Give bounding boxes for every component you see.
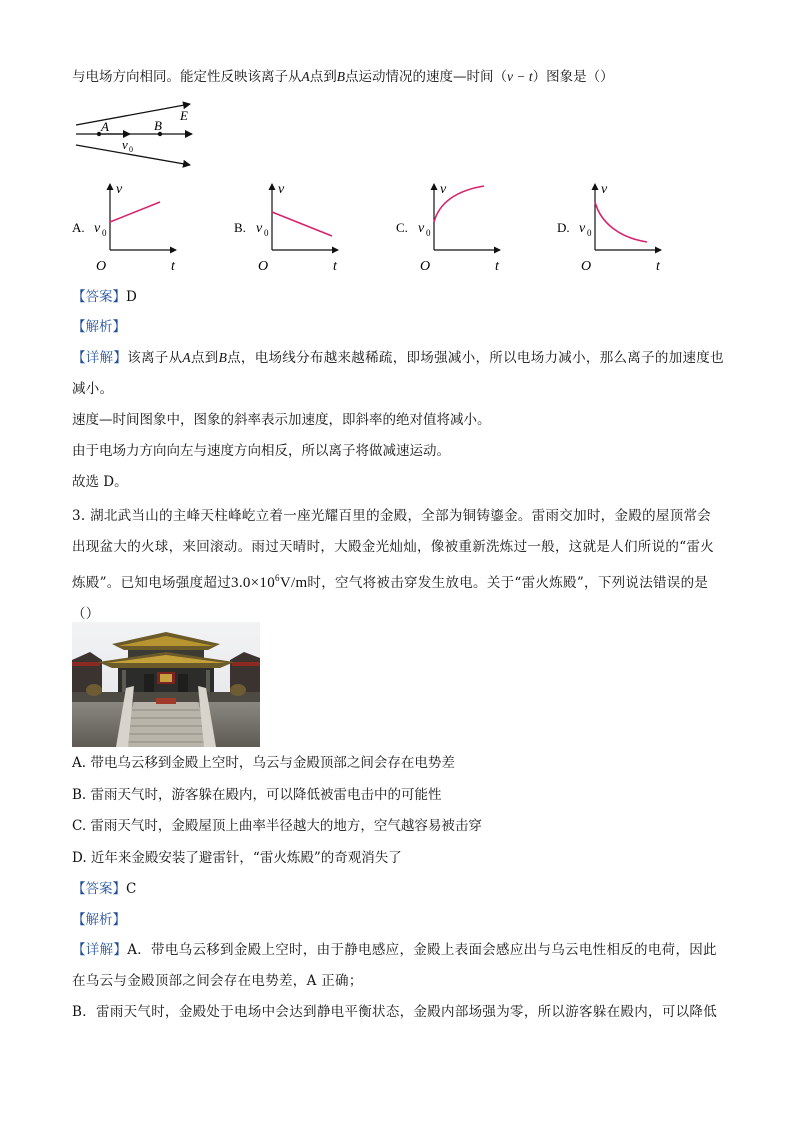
analysis-tag: 【解析】 — [72, 319, 126, 335]
v0-label: v — [579, 221, 586, 236]
v0-label-sub: 0 — [102, 228, 107, 238]
q2-analysis-heading — [72, 317, 126, 337]
q2-detail-1 — [72, 342, 724, 405]
v-axis-label: v — [116, 182, 123, 197]
detail-text: 点，电场线分布越来越稀疏，即场强减小，所以电场力减小，那么离子的加速度也减小。 — [72, 350, 724, 397]
field-label-v0: v — [122, 137, 128, 152]
vt-graph-option-c — [396, 178, 521, 278]
q3-field-value — [231, 575, 307, 591]
q3-option-c: C. 雷雨天气时，金殿屋顶上曲率半径越大的地方，空气越容易被击穿 — [72, 818, 482, 834]
electric-field-figure — [72, 92, 202, 172]
q2-detail-3: 由于电场力方向向左与速度方向相反，所以离子将做减速运动。 — [72, 443, 450, 459]
q2-stem-text-3: 点运动情况的速度—时间（ — [345, 69, 507, 85]
vt-graph-option-d — [557, 178, 682, 278]
t-axis-label: t — [495, 259, 499, 274]
q2-stem-text-2: 点到 — [309, 69, 337, 85]
field-value: 3.0×10 — [231, 575, 276, 591]
v0-label: v — [256, 221, 263, 236]
vt-curve — [110, 202, 160, 222]
origin-label: O — [420, 259, 431, 274]
option-letter: D. — [557, 220, 570, 235]
q3-answer — [72, 879, 136, 899]
vt-curve — [595, 202, 647, 242]
q3-option-b: B. 雷雨天气时，游客躲在殿内，可以降低被雷电击中的可能性 — [72, 787, 442, 803]
q2-stem-text-4: ）图象是（） — [532, 69, 614, 85]
v0-label-sub: 0 — [587, 228, 592, 238]
q3-detail-b: B．雷雨天气时，金殿处于电场中会达到静电平衡状态，金殿内部场强为零，所以游客躲在殿内，可以降低 — [72, 1004, 718, 1020]
q2-point-a: A — [301, 69, 310, 84]
analysis-tag: 【解析】 — [72, 912, 126, 928]
field-label-b: B — [154, 118, 162, 133]
v0-label-sub: 0 — [264, 228, 269, 238]
vt-graph-option-b — [234, 178, 359, 278]
q2-stem-text-1: 与电场方向相同。能定性反映该离子从 — [72, 69, 302, 85]
field-label-a: A — [101, 119, 109, 134]
q2-stem — [72, 67, 614, 87]
v-axis-label: v — [440, 182, 447, 197]
detail-tag: 【详解】 — [72, 350, 128, 366]
t-axis-label: t — [333, 259, 337, 274]
detail-point-a: A — [182, 350, 191, 365]
option-letter: C. — [396, 220, 408, 235]
q2-vt-expression: v − t — [507, 69, 533, 84]
q2-point-b: B — [336, 69, 345, 84]
answer-tag: 【答案】 — [72, 289, 126, 305]
field-unit: V/m — [279, 575, 308, 591]
detail-tag: 【详解】 — [72, 942, 128, 958]
q3-option-a: A. 带电乌云移到金殿上空时，乌云与金殿顶部之间会存在电势差 — [72, 755, 455, 771]
detail-point-b: B — [218, 350, 228, 365]
field-label-e: E — [180, 108, 188, 123]
v-axis-label: v — [278, 182, 285, 197]
answer-tag: 【答案】 — [72, 881, 126, 897]
q2-answer — [72, 287, 137, 307]
field-line-bottom — [76, 145, 190, 165]
v-axis-label: v — [601, 182, 608, 197]
origin-label: O — [258, 259, 269, 274]
q3-stem — [72, 501, 724, 630]
option-letter: A. — [72, 220, 85, 235]
field-line-top — [76, 104, 190, 125]
field-exponent: 6 — [275, 573, 280, 583]
v0-label-sub: 0 — [426, 228, 431, 238]
q2-detail-4: 故选 D。 — [72, 474, 128, 490]
q3-option-d: D. 近年来金殿安装了避雷针，“雷火炼殿”的奇观消失了 — [72, 850, 402, 866]
answer-value: D — [126, 289, 137, 305]
t-axis-label: t — [656, 259, 660, 274]
t-axis-label: t — [171, 259, 175, 274]
q2-detail-2: 速度—时间图象中，图象的斜率表示加速度，即斜率的绝对值将减小。 — [72, 412, 491, 428]
q3-stem-text-1: 3. 湖北武当山的主峰天柱峰屹立着一座光耀百里的金殿，全部为铜铸鎏金。雷雨交加时，金殿的屋顶常会出现盆大的火球，来回滚动。雨过天晴时，大殿金光灿灿，像被重新洗炼过一般，这就是人们所说的“雷火炼殿”。已知电场强度超过 — [72, 508, 714, 591]
option-letter: B. — [234, 220, 246, 235]
origin-label: O — [581, 259, 592, 274]
field-label-v0-sub: 0 — [129, 145, 133, 154]
answer-value: C — [126, 881, 137, 897]
q3-detail-a — [72, 935, 724, 997]
vt-graph-option-a — [72, 178, 197, 278]
origin-label: O — [96, 259, 107, 274]
detail-text: 该离子从 — [127, 350, 183, 366]
detail-text-a: A．带电乌云移到金殿上空时，由于静电感应，金殿上表面会感应出与乌云电性相反的电荷，因此在乌云与金殿顶部之间会存在电势差，A 正确； — [72, 942, 717, 989]
v0-label: v — [94, 221, 101, 236]
q3-stem-text-2: 时，空气将被击穿发生放电。关于“雷火炼殿”，下列说法错误的是（） — [72, 575, 709, 622]
vt-curve — [272, 212, 332, 236]
v0-label: v — [418, 221, 425, 236]
golden-hall-illustration — [72, 622, 260, 747]
q3-analysis-heading — [72, 910, 126, 930]
detail-text: 点到 — [190, 350, 219, 366]
golden-hall-photo — [72, 622, 260, 747]
